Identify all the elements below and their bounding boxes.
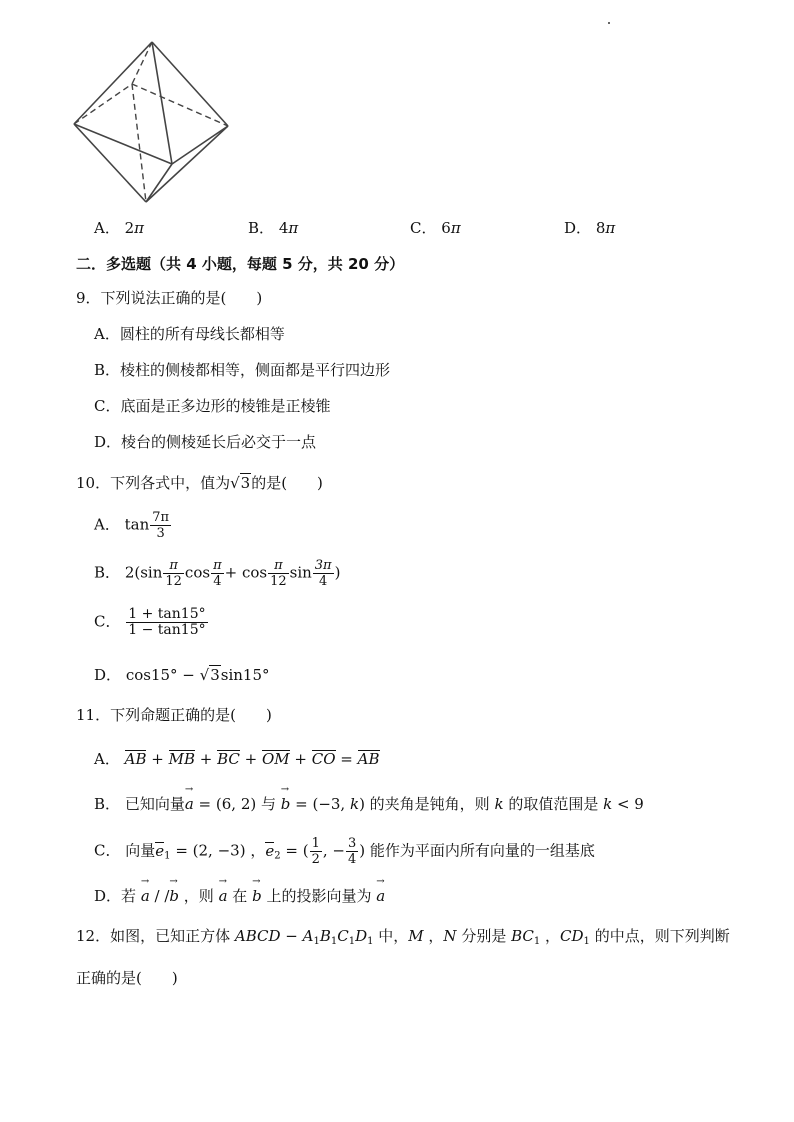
edge	[74, 124, 146, 202]
q11-option-a: A． AB + MB + BC + OM + CO = AB	[94, 750, 380, 768]
q8-option-d: D． 8π	[564, 219, 616, 237]
q10-option-b: B． 2(sin $\frac{\pi}{12}$ cos $\frac{\pi}{4}$ + cos $\frac{\pi}{12}$ sin $\frac{3\pi}{4}$ )	[94, 558, 341, 589]
hidden-edge	[132, 84, 146, 202]
q11-option-c: C． 向量$e_1 = (2$, −3) ，$e_2$ = ( $\frac{1}{2}$ , − $\frac{3}{4}$ ) 能作为平面内所有向量的一组基底	[94, 836, 595, 867]
q9-option-d: D．棱台的侧棱延长后必交于一点	[94, 433, 317, 451]
octahedron-figure	[66, 36, 236, 208]
hidden-edge	[132, 42, 152, 84]
edge	[74, 42, 152, 124]
edge	[172, 126, 228, 164]
q10-option-c: C． $\frac{1 + \tan 15^\circ}{1 - \tan 15^\circ}$	[94, 606, 206, 638]
q12-stem-line1: 12．如图，已知正方体 ABCD − $A_1B_1C_1D_1$ 中，M ，N 分别是 $BC_1$ ，$CD_1$ 的中点，则下列判断	[76, 927, 730, 947]
q11-option-b: B． 已知向量→ a = (6, 2) 与 → b = (−3, k) 的夹角是钝角，则 k 的取值范围是 k < 9	[94, 793, 644, 814]
q10-stem: 10．下列各式中，值为√3的是( )	[76, 474, 323, 492]
scan-dot	[608, 22, 610, 24]
q12-stem-line2: 正确的是( )	[76, 969, 178, 987]
edge	[146, 126, 228, 202]
section-title: 二．多选题（共 4 小题，每题 5 分，共 20 分）	[76, 255, 405, 273]
q10-option-a: A． tan $\frac{7\pi}{3}$	[94, 510, 170, 541]
hidden-edge	[74, 84, 132, 124]
q9-option-b: B．棱柱的侧棱都相等，侧面都是平行四边形	[94, 361, 391, 379]
q9-option-c: C．底面是正多边形的棱锥是正棱锥	[94, 397, 331, 415]
q10-option-d: D． cos15° − √3sin15°	[94, 666, 270, 684]
q8-option-c: C． 6π	[410, 219, 461, 237]
q8-option-a: A． 2π	[94, 219, 145, 237]
q11-option-d: D．若 → a / /→ b ，则 → a 在 → b 上的投影向量为 → a	[94, 885, 385, 906]
q9-option-a: A．圆柱的所有母线长都相等	[94, 325, 285, 343]
q11-stem: 11．下列命题正确的是( )	[76, 706, 272, 724]
q9-stem: 9．下列说法正确的是( )	[76, 289, 263, 307]
q8-option-b: B． 4π	[248, 219, 299, 237]
edge	[146, 164, 172, 202]
edge	[74, 124, 172, 164]
hidden-edge	[132, 84, 228, 126]
